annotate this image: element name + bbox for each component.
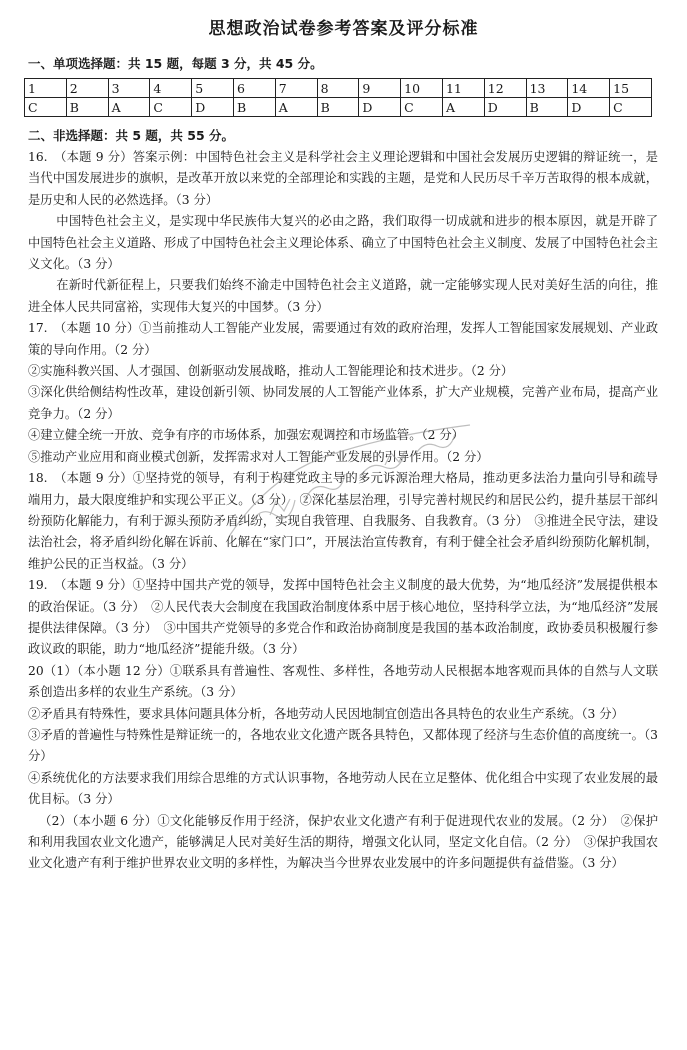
answer-cell: C xyxy=(150,98,192,117)
answer-cell: B xyxy=(66,98,108,117)
answer-cell: D xyxy=(359,98,401,117)
q17-answer-part3: ③深化供给侧结构性改革，建设创新引领、协同发展的人工智能产业体系，扩大产业规模，完善产业布局，提高产业竞争力。（2 分） xyxy=(28,385,658,421)
answer-cell: B xyxy=(317,98,359,117)
question-number: 2 xyxy=(66,79,108,98)
question-number: 6 xyxy=(233,79,275,98)
section1-heading: 一、单项选择题：共 15 题，每题 3 分，共 45 分。 xyxy=(28,56,323,71)
question-number: 3 xyxy=(108,79,150,98)
q17-answer-part1: 17. （本题 10 分）①当前推动人工智能产业发展，需要通过有效的政府治理，发挥人工智能国家发展规划、产业政策的导向作用。（2 分） xyxy=(28,321,658,357)
answer-cell: D xyxy=(192,98,234,117)
q20-1-answer-part3: ③矛盾的普遍性与特殊性是辩证统一的，各地农业文化遗产既各具特色，又都体现了经济与生态价值的高度统一。（3 分） xyxy=(28,727,658,764)
page-title: 思想政治试卷参考答案及评分标准 xyxy=(208,19,479,39)
answer-cell: C xyxy=(25,98,67,117)
answer-row xyxy=(25,98,652,117)
question-number: 14 xyxy=(568,79,610,98)
question-number: 10 xyxy=(401,79,443,98)
q17-answer-part4: ④建立健全统一开放、竞争有序的市场体系，加强宏观调控和市场监管。（2 分） xyxy=(28,428,464,443)
q19-answer: 19. （本题 9 分）①坚持中国共产党的领导，发挥中国特色社会主义制度的最大优势，为“地瓜经济”发展提供根本的政治保证。（3 分） ②人民代表大会制度在我国政治制度体系中居于核心地位，坚持科学立法，为“地瓜经济”发展提供法律保障。（3 分） ③中国共产党领导的多党合作和政治协商制度是我国的基本政治制度，政协委员积极履行参政议政的职能，助力“地瓜经济”提能升级。（3 分） xyxy=(28,578,658,657)
question-number-row xyxy=(25,79,652,98)
section2-heading: 二、非选择题：共 5 题，共 55 分。 xyxy=(28,128,235,143)
answer-table xyxy=(24,78,652,117)
answer-cell: B xyxy=(526,98,568,117)
answer-cell: A xyxy=(442,98,484,117)
q20-1-answer-part2: ②矛盾具有特殊性，要求具体问题具体分析，各地劳动人民因地制宜创造出各具特色的农业生产系统。（3 分） xyxy=(28,706,624,721)
q20-1-answer-part1: 20（1）（本小题 12 分）①联系具有普遍性、客观性、多样性，各地劳动人民根据本地客观而具体的自然与人文联系创造出多样的农业生产系统。（3 分） xyxy=(28,663,658,700)
question-number: 7 xyxy=(275,79,317,98)
question-number: 5 xyxy=(192,79,234,98)
question-number: 15 xyxy=(610,79,652,98)
answer-body xyxy=(28,147,658,875)
q16-answer-part3: 在新时代新征程上，只要我们始终不渝走中国特色社会主义道路，就一定能够实现人民对美好生活的向往，推进全体人民共同富裕，实现伟大复兴的中国梦。（3 分） xyxy=(28,278,658,314)
q17-answer-part2: ②实施科教兴国、人才强国、创新驱动发展战略，推动人工智能理论和技术进步。（2 分） xyxy=(28,364,514,379)
answer-cell: A xyxy=(108,98,150,117)
question-number: 12 xyxy=(484,79,526,98)
answer-cell: A xyxy=(275,98,317,117)
answer-cell: C xyxy=(401,98,443,117)
question-number: 8 xyxy=(317,79,359,98)
q18-answer: 18. （本题 9 分）①坚持党的领导，有利于构建党政主导的多元诉源治理大格局，推动更多法治力量向引导和疏导端用力，最大限度维护和实现公平正义。（3 分） ②深化基层治理，引导完善村规民约和居民公约，提升基层干部纠纷预防化解能力，有利于源头预防矛盾纠纷，实现自我管理、自我服务、自我教育。（3 分） ③推进全民守法，建设法治社会，将矛盾纠纷化解在诉前、化解在“家门口”，开展法治宣传教育，有利于健全社会矛盾纠纷预防化解机制，维护公民的正当权益。（3 分） xyxy=(28,471,658,571)
answer-cell: D xyxy=(568,98,610,117)
question-number: 1 xyxy=(25,79,67,98)
answer-cell: D xyxy=(484,98,526,117)
question-number: 13 xyxy=(526,79,568,98)
q16-answer-part1: 16. （本题 9 分）答案示例：中国特色社会主义是科学社会主义理论逻辑和中国社会发展历史逻辑的辩证统一，是当代中国发展进步的旗帜，是改革开放以来党的全部理论和实践的主题，是党和人民历尽千辛万苦取得的根本成就，是历史和人民的必然选择。（3 分） xyxy=(28,150,658,207)
q16-answer-part2: 中国特色社会主义，是实现中华民族伟大复兴的必由之路，我们取得一切成就和进步的根本原因，就是开辟了中国特色社会主义道路、形成了中国特色社会主义理论体系、确立了中国特色社会主义制度、发展了中国特色社会主义文化。（3 分） xyxy=(28,214,658,272)
answer-cell: B xyxy=(233,98,275,117)
question-number: 11 xyxy=(442,79,484,98)
q17-answer-part5: ⑤推动产业应用和商业模式创新，发挥需求对人工智能产业发展的引导作用。（2 分） xyxy=(28,449,489,464)
q20-2-answer: （2）（本小题 6 分）①文化能够反作用于经济，保护农业文化遗产有利于促进现代农业的发展。（2 分） ②保护和利用我国农业文化遗产，能够满足人民对美好生活的期待，增强文化认同，坚定文化自信。（2 分） ③保护我国农业文化遗产有利于维护世界农业文明的多样性，为解决当今世界农业发展中的许多问题提供有益借鉴。（3 分） xyxy=(28,813,658,871)
question-number: 4 xyxy=(150,79,192,98)
answer-cell: C xyxy=(610,98,652,117)
q20-1-answer-part4: ④系统优化的方法要求我们用综合思维的方式认识事物，各地劳动人民在立足整体、优化组合中实现了农业发展的最优目标。（3 分） xyxy=(28,770,658,807)
question-number: 9 xyxy=(359,79,401,98)
